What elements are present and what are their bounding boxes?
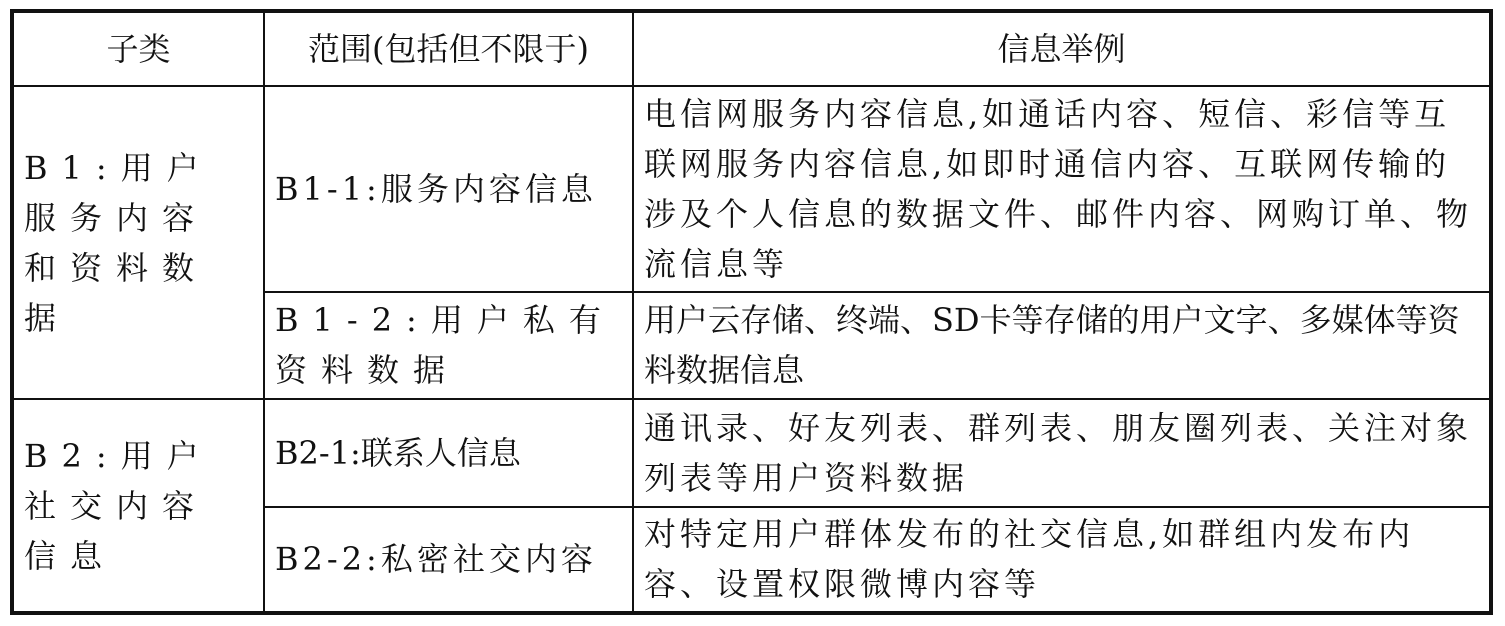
header-examples: 信息举例 xyxy=(633,11,1491,86)
example-cell-b1-1: 电信网服务内容信息,如通话内容、短信、彩信等互联网服务内容信息,如即时通信内容、互联网传输的涉及个人信息的数据文件、邮件内容、网购订单、物流信息等 xyxy=(633,86,1491,292)
table-header-row xyxy=(12,11,1491,86)
example-cell-b2-2: 对特定用户群体发布的社交信息,如群组内发布内容、设置权限微博内容等 xyxy=(633,507,1491,613)
category-cell-b2: B2:用户社交内容信息 xyxy=(12,399,264,613)
header-subcategory: 子类 xyxy=(12,11,264,86)
example-cell-b2-1: 通讯录、好友列表、群列表、朋友圈列表、关注对象列表等用户资料数据 xyxy=(633,399,1491,506)
scope-cell-b1-2: B1-2:用户私有资料数据 xyxy=(264,292,633,399)
scope-cell-b2-2: B2-2:私密社交内容 xyxy=(264,507,633,613)
table-row xyxy=(12,399,1491,506)
info-classification-table xyxy=(10,9,1493,615)
header-scope: 范围(包括但不限于) xyxy=(264,11,633,86)
example-cell-b1-2: 用户云存储、终端、SD卡等存储的用户文字、多媒体等资料数据信息 xyxy=(633,292,1491,399)
scope-cell-b2-1: B2-1:联系人信息 xyxy=(264,399,633,506)
category-cell-b1: B1:用户服务内容和资料数据 xyxy=(12,86,264,399)
table-row xyxy=(12,86,1491,292)
scope-cell-b1-1: B1-1:服务内容信息 xyxy=(264,86,633,292)
